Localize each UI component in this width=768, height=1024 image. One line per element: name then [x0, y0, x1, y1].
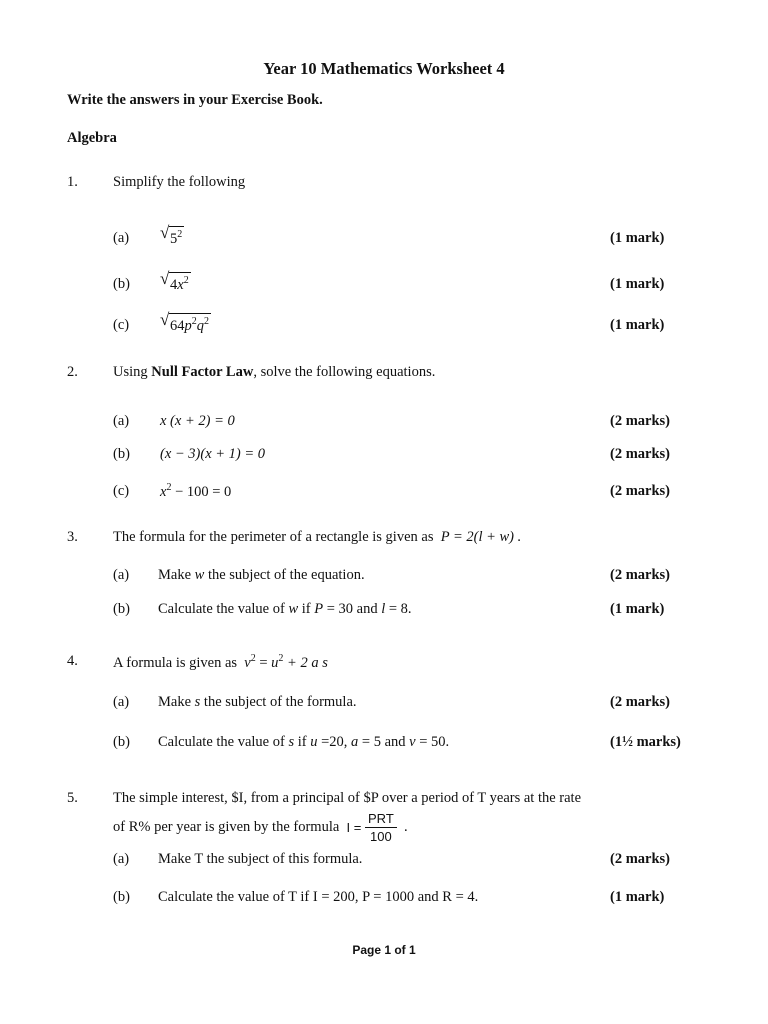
- q5b-label: (b): [113, 889, 130, 905]
- q2-number: 2.: [67, 364, 78, 380]
- q1a-label: (a): [113, 230, 130, 246]
- q1-number: 1.: [67, 174, 78, 190]
- q4a-label: (a): [113, 694, 130, 710]
- q2a-mark: (2 marks): [610, 413, 671, 429]
- q4-number: 4.: [67, 653, 78, 669]
- q3-number: 3.: [67, 529, 78, 545]
- q4b-label: (b): [113, 734, 130, 750]
- page-footer: Page 1 of 1: [352, 943, 416, 957]
- q3-formula: P = 2(l + w) .: [440, 529, 522, 545]
- q1b-label: (b): [113, 276, 130, 292]
- instruction: Write the answers in your Exercise Book.: [67, 92, 323, 108]
- q1a-expression: √ $5^2$: [160, 223, 183, 247]
- q5b-mark: (1 mark): [610, 889, 665, 905]
- q4a-text: Make s the subject of the formula.: [158, 694, 357, 710]
- q1b-expression: √ $4x^2$: [160, 269, 189, 293]
- q2a-expression: x (x + 2) = 0: [160, 413, 235, 429]
- q5-formula: I = $\frac{\text{PRT}}{100}$ .: [346, 811, 408, 844]
- q1c-label: (c): [113, 317, 130, 333]
- q1-text: Simplify the following: [113, 174, 246, 190]
- q5a-label: (a): [113, 851, 130, 867]
- section-heading: Algebra: [67, 130, 117, 146]
- q3b-text: Calculate the value of w if P = 30 and l = 8.: [158, 601, 412, 617]
- q1c-mark: (1 mark): [610, 317, 665, 333]
- q5-number: 5.: [67, 790, 78, 806]
- q3a-label: (a): [113, 567, 130, 583]
- q3-text: The formula for the perimeter of a rectangle is given as P = 2(l + w) .: [113, 529, 522, 545]
- q3b-label: (b): [113, 601, 130, 617]
- q3a-text: Make w the subject of the equation.: [158, 567, 365, 583]
- q5a-mark: (2 marks): [610, 851, 671, 867]
- q3a-mark: (2 marks): [610, 567, 671, 583]
- q4-formula: $v^2 = u^2 + 2$ a s: [244, 653, 328, 671]
- q1a-mark: (1 mark): [610, 230, 665, 246]
- q2c-label: (c): [113, 483, 130, 499]
- q2b-mark: (2 marks): [610, 446, 671, 462]
- q5a-text: Make T the subject of this formula.: [158, 851, 363, 867]
- q2b-label: (b): [113, 446, 130, 462]
- q2c-mark: (2 marks): [610, 483, 671, 499]
- q2-text: Using Null Factor Law, solve the following equations.: [113, 364, 436, 380]
- q4a-mark: (2 marks): [610, 694, 671, 710]
- q5b-text: Calculate the value of T if I = 200, P = 1000 and R = 4.: [158, 889, 479, 905]
- q5-line1: The simple interest, $I, from a principal of $P over a period of T years at the rate: [113, 790, 582, 806]
- q4b-mark: (1½ marks): [610, 734, 681, 750]
- q5-line2: of R% per year is given by the formula I = $\frac{\text{PRT}}{100}$ .: [113, 811, 408, 844]
- worksheet-title: Year 10 Mathematics Worksheet 4: [263, 59, 505, 78]
- q4-text: A formula is given as $v^2 = u^2 + 2$ a s: [113, 653, 328, 671]
- q1c-expression: √ $64p^2q^2$: [160, 310, 209, 334]
- q2b-expression: (x − 3)(x + 1) = 0: [160, 446, 266, 462]
- q1b-mark: (1 mark): [610, 276, 665, 292]
- q4b-text: Calculate the value of s if u =20, a = 5 and v = 50.: [158, 734, 450, 750]
- q2a-label: (a): [113, 413, 130, 429]
- q3b-mark: (1 mark): [610, 601, 665, 617]
- q2c-expression: $x^2 - 100 = 0$: [160, 482, 232, 500]
